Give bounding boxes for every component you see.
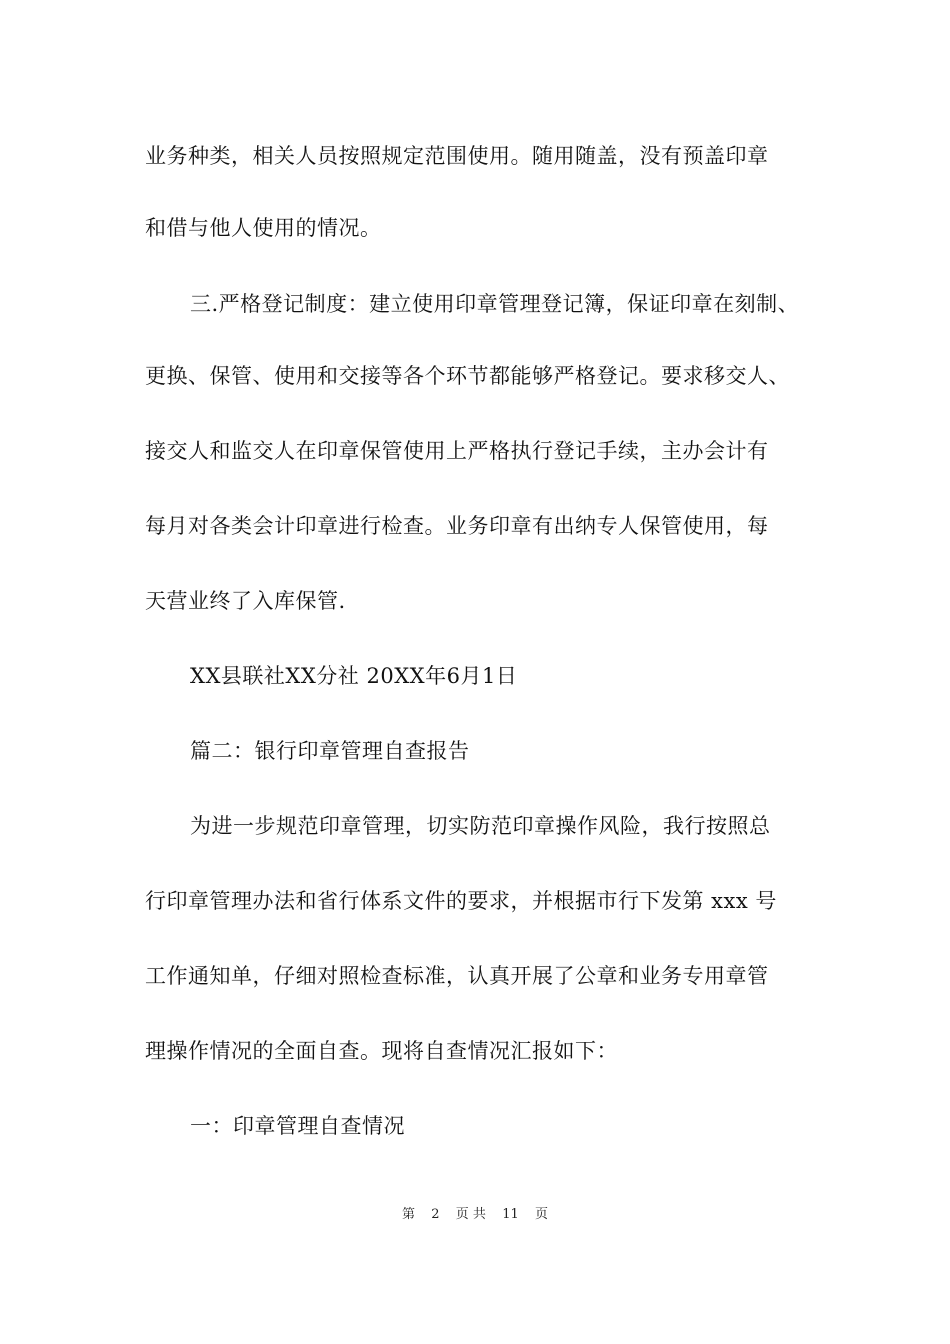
signature-line: XX县联社XX分社 20XX年6月1日 — [190, 664, 518, 688]
page-footer — [0, 1206, 950, 1224]
paragraph-line: 每月对各类会计印章进行检查。业务印章有出纳专人保管使用，每 — [145, 514, 769, 538]
paragraph-line: 三.严格登记制度：建立使用印章管理登记簿，保证印章在刻制、 — [190, 292, 800, 316]
footer-middle: 页 共 — [455, 1207, 486, 1222]
paragraph-line: 工作通知单，仔细对照检查标准，认真开展了公章和业务专用章管 — [145, 964, 769, 988]
current-page-number: 2 — [431, 1207, 440, 1222]
paragraph-line: 行印章管理办法和省行体系文件的要求，并根据市行下发第 xxx 号 — [145, 889, 777, 913]
paragraph-line: 为进一步规范印章管理，切实防范印章操作风险，我行按照总 — [190, 814, 771, 838]
paragraph-line: 理操作情况的全面自查。现将自查情况汇报如下： — [145, 1039, 618, 1063]
paragraph-line: 和借与他人使用的情况。 — [145, 216, 382, 240]
paragraph-line: 天营业终了入库保管. — [145, 589, 346, 613]
footer-suffix: 页 — [535, 1207, 549, 1222]
footer-prefix: 第 — [401, 1207, 415, 1222]
total-pages-number: 11 — [502, 1207, 519, 1222]
paragraph-line: 更换、保管、使用和交接等各个环节都能够严格登记。要求移交人、 — [145, 364, 790, 388]
section-heading: 篇二：银行印章管理自查报告 — [190, 739, 470, 763]
paragraph-line: 业务种类，相关人员按照规定范围使用。随用随盖，没有预盖印章 — [145, 144, 769, 168]
subsection-heading: 一：印章管理自查情况 — [190, 1114, 405, 1138]
paragraph-line: 接交人和监交人在印章保管使用上严格执行登记手续，主办会计有 — [145, 439, 769, 463]
